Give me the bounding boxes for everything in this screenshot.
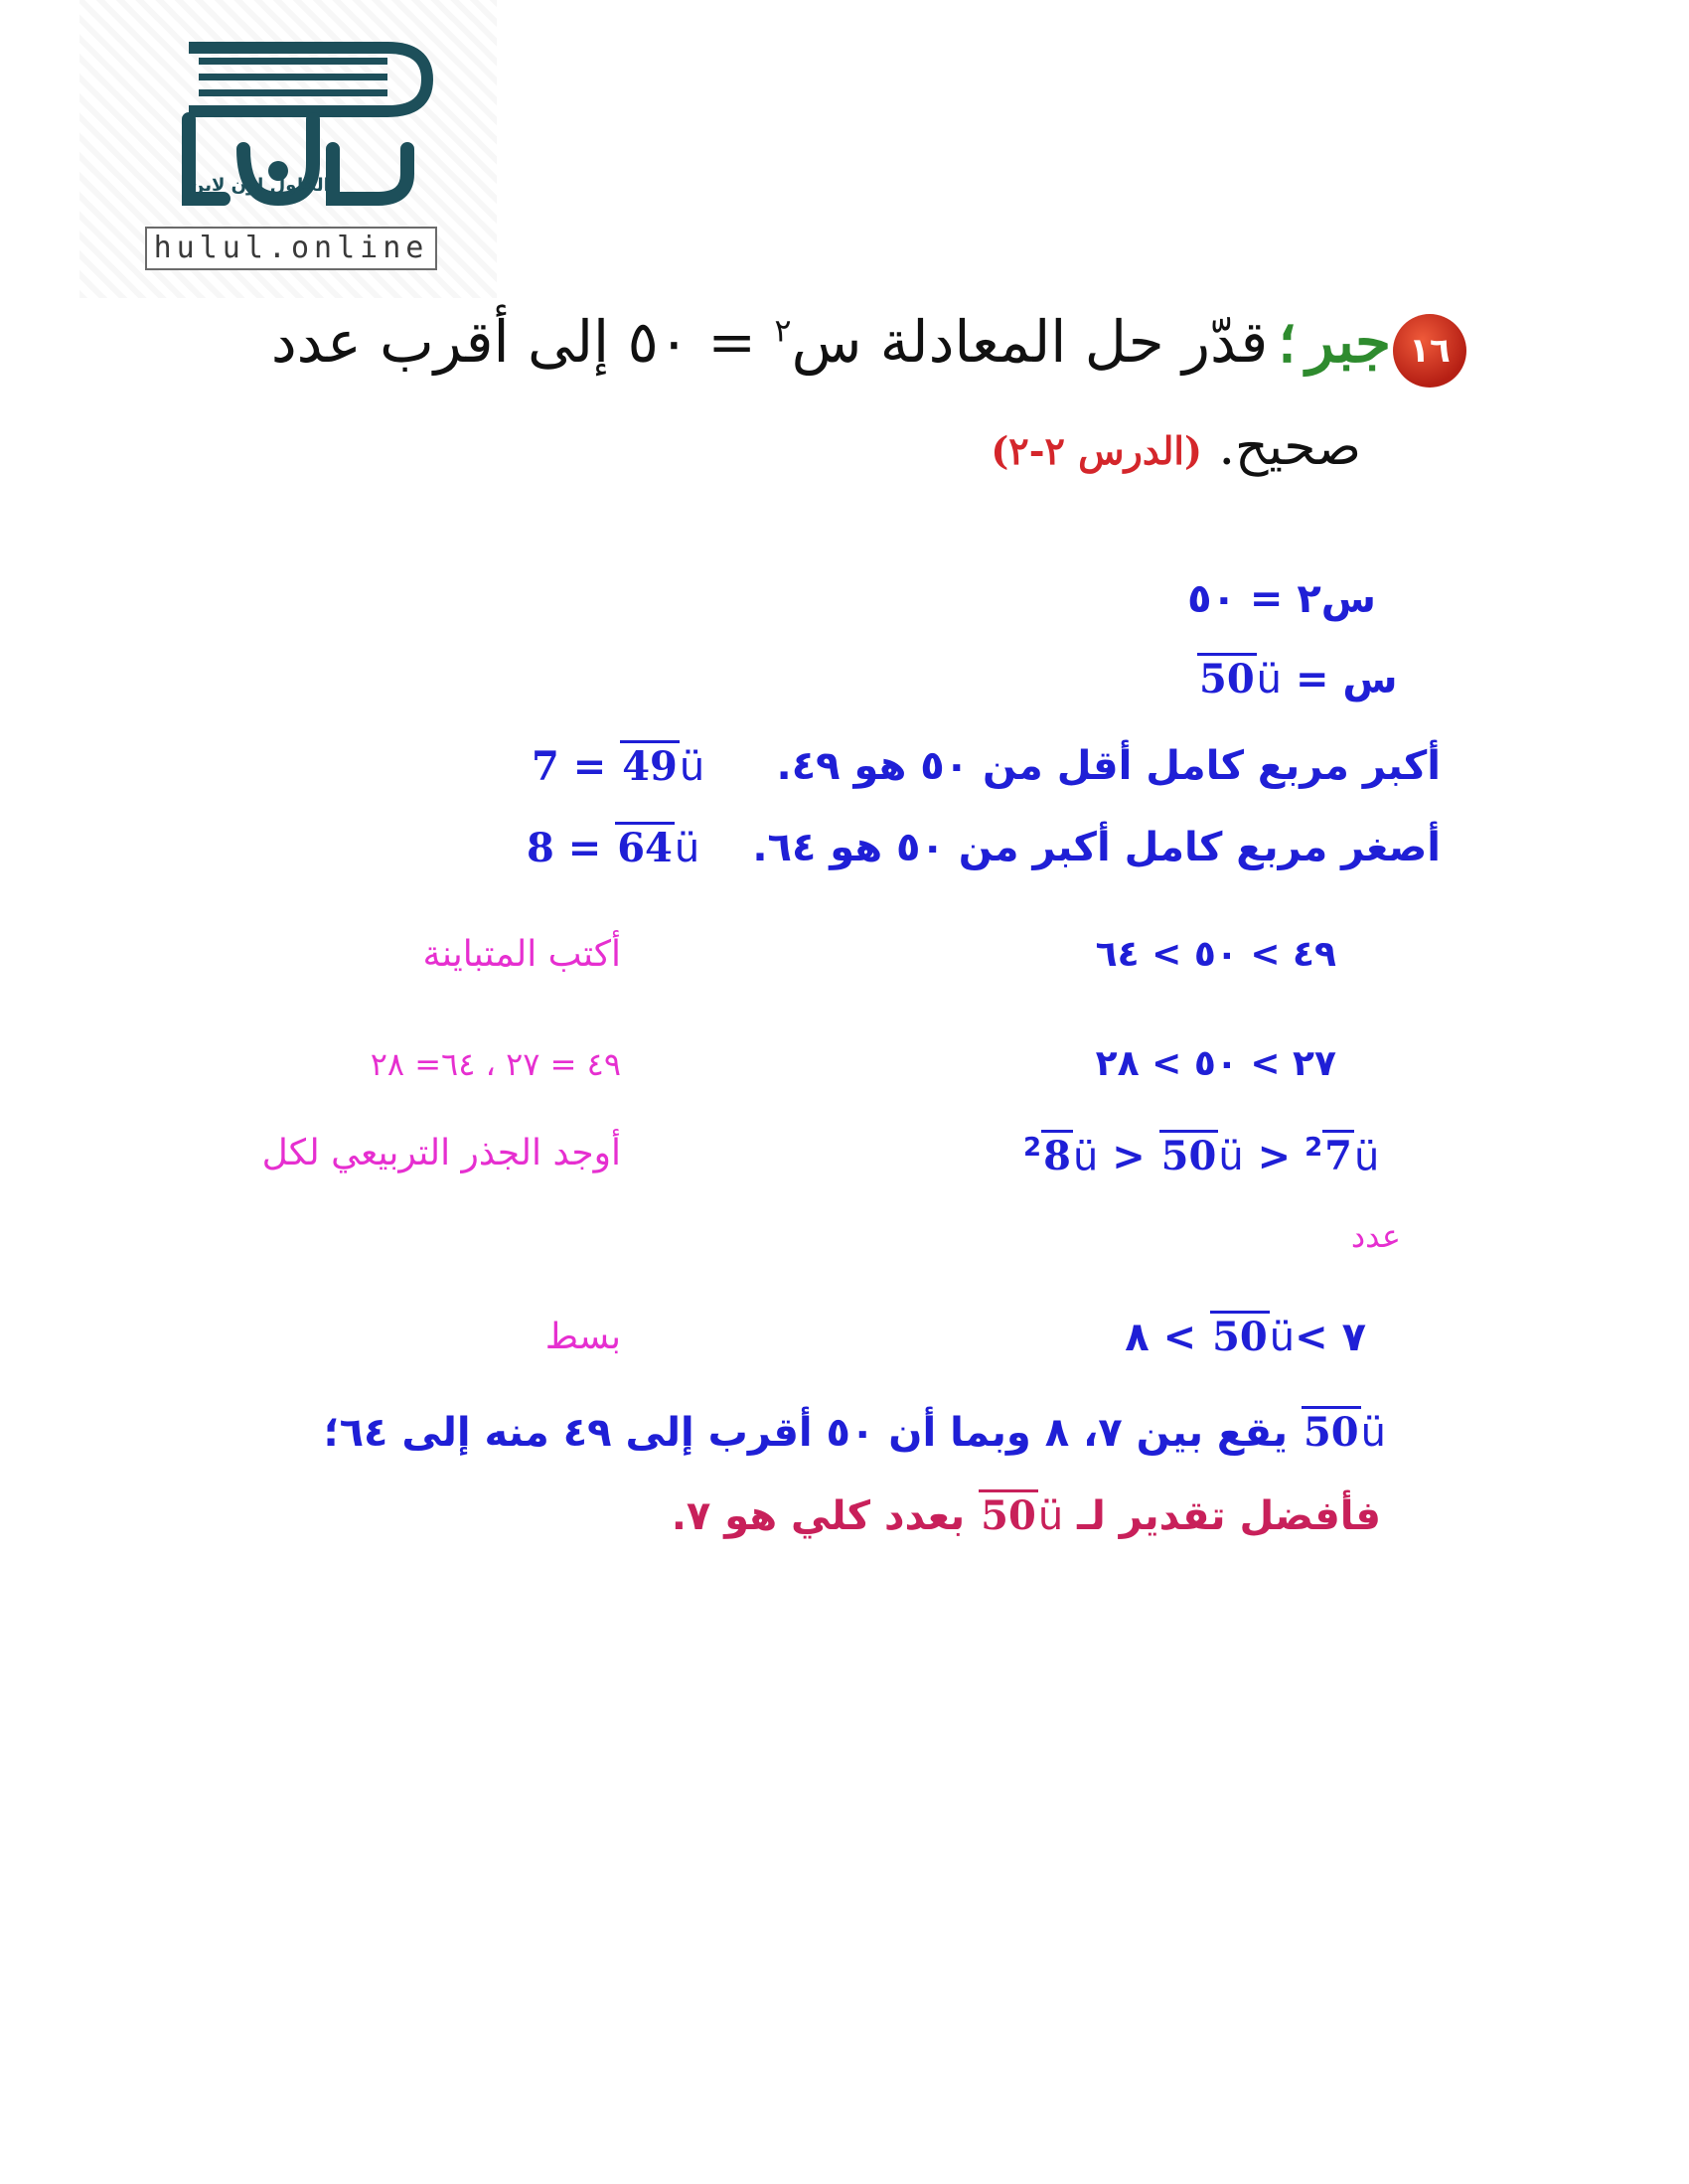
problem-number-badge: ١٦ bbox=[1393, 314, 1466, 388]
sqrt-50: 50ü bbox=[1159, 1133, 1244, 1179]
sqrt-50: 50ü bbox=[1197, 656, 1282, 702]
conclusion-line1: 50ü يقع بين ٧، ٨ وبما أن ٥٠ أقرب إلى ٤٩ منه إلى ٦٤؛ bbox=[324, 1409, 1386, 1456]
note-squares: ٤٩ = ٢٧ ، ٦٤= ٢٨ bbox=[370, 1045, 621, 1083]
solution-line3-math: 7 = 49ü bbox=[532, 743, 704, 790]
solution-eq1: س٢ = ٥٠ bbox=[1187, 576, 1376, 622]
sqrt-8-squared: $^2$8ü bbox=[1023, 1133, 1098, 1179]
lesson-reference: (الدرس ٢-٢) bbox=[991, 428, 1202, 473]
sqrt-50: 50ü bbox=[1302, 1409, 1386, 1456]
problem-statement-line2 bbox=[991, 417, 1361, 477]
sqrt-64: 64ü bbox=[615, 825, 699, 871]
conclusion-line2: فأفضل تقدير لـ 50ü بعدد كلي هو ٧. bbox=[672, 1492, 1381, 1539]
solution-line3-text: أكبر مربع كامل أقل من ٥٠ هو ٤٩. bbox=[776, 743, 1441, 789]
note-find-square-root: أوجد الجذر التربيعي لكل bbox=[261, 1133, 621, 1173]
logo-url: hulul.online bbox=[145, 227, 437, 270]
sqrt-7-squared: $^2$7ü bbox=[1305, 1133, 1379, 1179]
problem-equals: = bbox=[689, 308, 775, 376]
problem-subject: جبر bbox=[1305, 308, 1391, 376]
inequality-4: ٧ >50ü > ٨ bbox=[1125, 1314, 1366, 1360]
note-simplify: بسط bbox=[544, 1317, 621, 1357]
inequality-3: $^2$8ü > 50ü > $^2$7ü bbox=[1023, 1133, 1379, 1179]
problem-statement bbox=[271, 308, 1391, 376]
sqrt-49: 49ü bbox=[620, 743, 704, 790]
solution-line4-text: أصغر مربع كامل أكبر من ٥٠ هو ٦٤. bbox=[752, 825, 1441, 870]
problem-line2-text: صحيح. bbox=[1218, 417, 1361, 477]
note-write-inequality: أكتب المتباينة bbox=[422, 934, 621, 975]
logo-tagline: الحلول اون لاين bbox=[189, 175, 330, 196]
note-find-square-root-cont: عدد bbox=[1350, 1217, 1401, 1255]
sqrt-50: 50ü bbox=[1210, 1314, 1295, 1360]
sqrt-50: 50ü bbox=[979, 1492, 1063, 1539]
problem-separator: ؛ bbox=[1278, 308, 1297, 376]
solution-eq2-lhs: س = bbox=[1295, 657, 1398, 702]
solution-eq2 bbox=[1197, 656, 1398, 702]
problem-statement-text: قدّر حل المعادلة س bbox=[791, 308, 1269, 376]
inequality-1: ٤٩ > ٥٠ > ٦٤ bbox=[1095, 934, 1336, 975]
problem-rhs: ٥٠ إلى أقرب عدد bbox=[270, 308, 690, 376]
solution-line4-math: 8 = 64ü bbox=[527, 825, 699, 871]
site-logo bbox=[79, 0, 497, 298]
problem-exponent: ٢ bbox=[774, 311, 792, 350]
inequality-2: ٢٧ > ٥٠ > ٢٨ bbox=[1095, 1043, 1336, 1084]
